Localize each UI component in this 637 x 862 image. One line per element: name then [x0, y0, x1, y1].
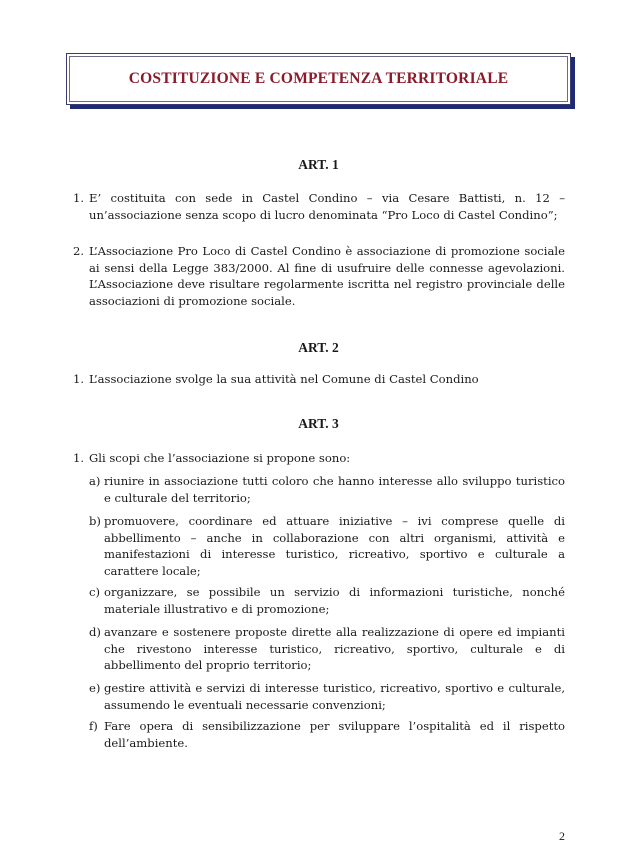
art-3-item-1-marker: 1. — [73, 451, 85, 465]
page-number: 2 — [559, 829, 565, 843]
art-3-subitem-b-text: promuovere, coordinare ed attuare iniziative – ivi comprese quelle di abbellimento – anche in collaborazione con altri organismi, attività e manifestazioni di interesse turistico, ricreativo, sportivo e culturale a carattere locale; — [104, 514, 565, 578]
art-3-subitem-f-marker: f) — [89, 719, 98, 733]
art-3-subitem-d-text: avanzare e sostenere proposte dirette alla realizzazione di opere ed impianti che rivestono interesse turistico, ricreativo, sportivo, culturale e di abbellimento del proprio territorio; — [104, 625, 565, 672]
art-1-item-2-marker: 2. — [73, 244, 85, 258]
art-1-item-1-marker: 1. — [73, 191, 85, 205]
art-2-heading: ART. 2 — [298, 340, 339, 355]
art-3-subitem-c-marker: c) — [89, 585, 101, 599]
art-3-subitem-a-marker: a) — [89, 474, 101, 488]
art-3-subitem-b-marker: b) — [89, 514, 101, 528]
art-3-subitem-a-text: riunire in associazione tutti coloro che hanno interesse allo sviluppo turistico e culturale del territorio; — [104, 474, 565, 505]
page-title: COSTITUZIONE E COMPETENZA TERRITORIALE — [128, 70, 509, 87]
art-3-subitem-e-marker: e) — [89, 681, 101, 695]
art-3-item-1-text: Gli scopi che l’associazione si propone sono: — [89, 451, 351, 465]
art-1-item-1-text: E’ costituita con sede in Castel Condino – via Cesare Battisti, n. 12 – un’associazione senza scopo di lucro denominata “Pro Loco di Castel Condino”; — [89, 191, 565, 222]
art-3-heading: ART. 3 — [298, 416, 339, 431]
art-3-subitem-d-marker: d) — [89, 625, 101, 639]
art-1-item-2-text: L’Associazione Pro Loco di Castel Condino è associazione di promozione sociale ai sensi della Legge 383/2000. Al fine di usufruire delle connesse agevolazioni. L’Associazione deve risultare regolarmente iscritta nel registro provinciale delle associazioni di promozione sociale. — [89, 244, 565, 308]
art-3-subitem-e-text: gestire attività e servizi di interesse turistico, ricreativo, sportivo e culturale, assumendo le eventuali necessarie convenzioni; — [104, 681, 565, 712]
art-2-item-1-marker: 1. — [73, 372, 85, 386]
art-1-heading: ART. 1 — [298, 157, 339, 172]
art-3-subitem-f-text: Fare opera di sensibilizzazione per sviluppare l’ospitalità ed il rispetto dell’ambiente. — [104, 719, 565, 750]
art-3-subitem-c-text: organizzare, se possibile un servizio di informazioni turistiche, nonché materiale illustrativo e di promozione; — [104, 585, 565, 616]
title-box — [66, 53, 571, 105]
art-2-item-1-text: L’associazione svolge la sua attività nel Comune di Castel Condino — [89, 372, 479, 386]
